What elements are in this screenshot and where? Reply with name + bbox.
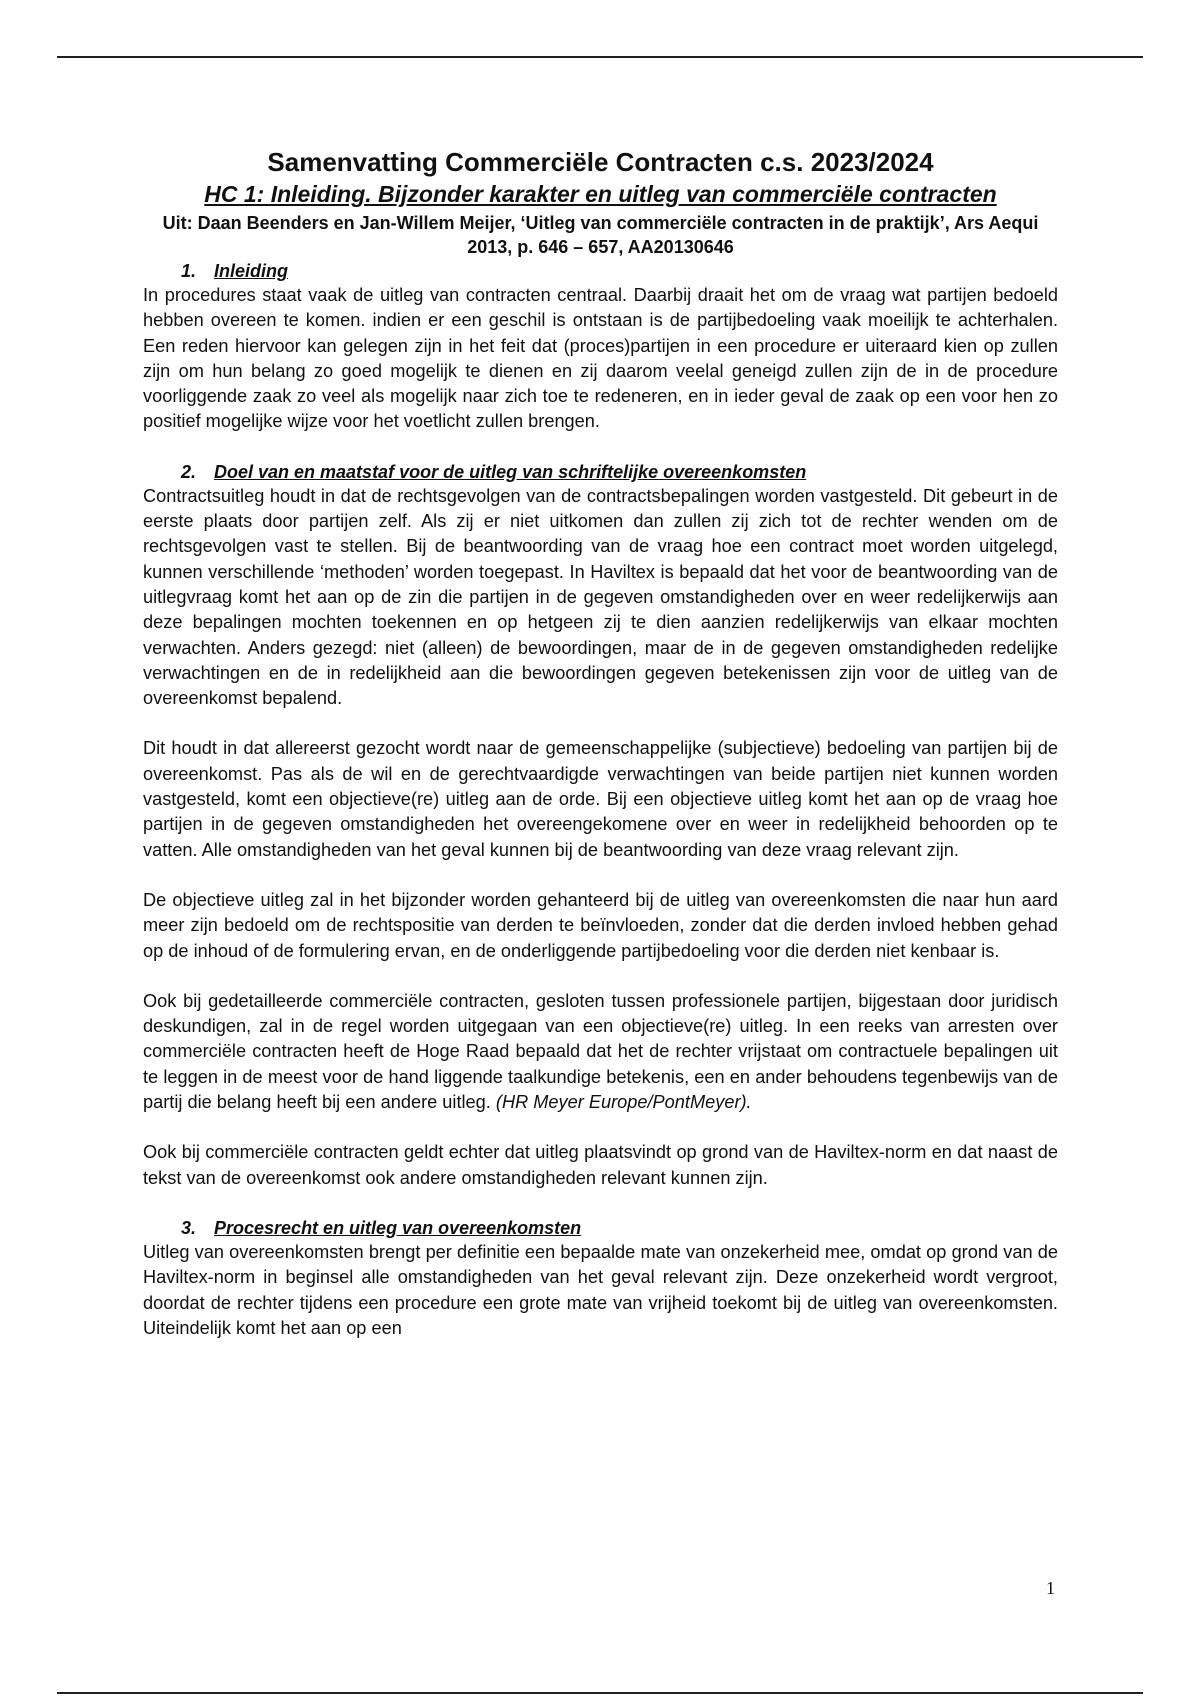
section-title: Procesrecht en uitleg van overeenkomsten xyxy=(214,1217,582,1238)
case-citation: (HR Meyer Europe/PontMeyer). xyxy=(495,1092,752,1113)
section-1-paragraph: In procedures staat vaak de uitleg van contracten centraal. Daarbij draait het om de vraag wat partijen bedoeld hebben overeen te komen. indien er een geschil is ontstaan is de partijbedoeling vaak moeilijk te achterhalen. Een reden hiervoor kan gelegen zijn in het feit dat (proces)partijen in een procedure er uiteraard kien op zullen zijn om hun belang zo goed mogelijk te dienen en zij daarom veelal geneigd zullen zijn de in de procedure voorliggende zaak zo veel als mogelijk naar zich toe te redeneren, en in ieder geval de zaak op een voor hen zo positief mogelijke wijze voor het voetlicht zullen brengen. xyxy=(143,285,1058,432)
spacer xyxy=(143,1191,1058,1216)
section-number: 2. xyxy=(181,461,197,482)
section-1-heading xyxy=(143,259,1058,283)
section-2-paragraph-2: Dit houdt in dat allereerst gezocht wordt naar de gemeenschappelijke (subjectieve) bedoeling van partijen bij de overeenkomst. Pas als de wil en de gerechtvaardigde verwachtingen van beide partijen niet kunnen worden vastgesteld, komt een objectieve(re) uitleg aan de orde. Bij een objectieve uitleg komt het aan op de vraag hoe partijen in de gegeven omstandigheden het overeengekomene over en weer in redelijkheid behoorden op te vatten. Alle omstandigheden van het geval kunnen bij de beantwoording van deze vraag relevant zijn. xyxy=(143,738,1058,860)
section-3-heading xyxy=(143,1216,1058,1240)
spacer xyxy=(143,863,1058,888)
section-title: Doel van en maatstaf voor de uitleg van schriftelijke overeenkomsten xyxy=(214,461,807,482)
paragraph-text: Ook bij gedetailleerde commerciële contracten, gesloten tussen professionele partijen, bijgestaan door juridisch deskundigen, zal in de regel worden uitgegaan van een objectieve(re) uitleg. In een reeks van arresten over commerciële contracten heeft de Hoge Raad bepaald dat het de rechter vrijstaat om contractuele bepalingen uit te leggen in de meest voor de hand liggende taalkundige betekenis, een en ander behoudens tegenbewijs van de partij die belang heeft bij een andere uitleg. xyxy=(143,990,1058,1113)
bottom-rule xyxy=(57,1692,1143,1694)
section-2-paragraph-4 xyxy=(143,989,1058,1115)
spacer xyxy=(143,1115,1058,1140)
spacer xyxy=(143,964,1058,989)
section-2-paragraph-3: De objectieve uitleg zal in het bijzonder worden gehanteerd bij de uitleg van overeenkomsten die naar hun aard meer zijn bedoeld om de rechtspositie van derden te beïnvloeden, zonder dat die derden invloed hebben gehad op de inhoud of de formulering ervan, en de onderliggende partijbedoeling voor die derden niet kenbaar is. xyxy=(143,889,1058,961)
section-2-paragraph-5: Ook bij commerciële contracten geldt echter dat uitleg plaatsvindt op grond van de Haviltex-norm en dat naast de tekst van de overeenkomst ook andere omstandigheden relevant kunnen zijn. xyxy=(143,1142,1058,1188)
document-subtitle: HC 1: Inleiding. Bijzonder karakter en uitleg van commerciële contracten xyxy=(204,181,997,207)
document-body xyxy=(143,146,1058,1341)
document-title: Samenvatting Commerciële Contracten c.s. 2023/2024 xyxy=(267,147,934,177)
page-number: 1 xyxy=(1046,1578,1055,1598)
section-number: 1. xyxy=(181,261,197,281)
section-3-paragraph: Uitleg van overeenkomsten brengt per definitie een bepaalde mate van onzekerheid mee, omdat op grond van de Haviltex-norm in beginsel alle omstandigheden van het geval relevant zijn. Deze onzekerheid wordt vergroot, doordat de rechter tijdens een procedure een grote mate van vrijheid toekomt bij de uitleg van overeenkomsten. Uiteindelijk komt het aan op een xyxy=(143,1241,1058,1338)
spacer xyxy=(143,711,1058,736)
section-2-paragraph-1: Contractsuitleg houdt in dat de rechtsgevolgen van de contractsbepalingen worden vastgesteld. Dit gebeurt in de eerste plaats door partijen zelf. Als zij er niet uitkomen dan zullen zij zich tot de rechter wenden om de rechtsgevolgen vast te stellen. Bij de beantwoording van de vraag hoe een contract moet worden uitgelegd, kunnen verschillende ‘methoden’ worden toegepast. In Haviltex is bepaald dat het voor de beantwoording van de uitlegvraag komt het aan op de zin die partijen in de gegeven omstandigheden over en weer redelijkerwijs aan deze bepalingen mochten toekennen en op hetgeen zij te dien aanzien redelijkerwijs van elkaar mochten verwachten. Anders gezegd: niet (alleen) de bewoordingen, maar de in de gegeven omstandigheden redelijke verwachtingen en de in redelijkheid aan die bewoordingen gegeven betekenissen zijn voor de uitleg van de overeenkomst bepalend. xyxy=(143,485,1058,709)
section-title: Inleiding xyxy=(214,261,288,281)
spacer xyxy=(143,435,1058,460)
section-2-heading xyxy=(143,460,1058,484)
top-rule xyxy=(57,56,1143,58)
section-number: 3. xyxy=(181,1217,197,1238)
source-citation: Uit: Daan Beenders en Jan-Willem Meijer, ‘Uitleg van commerciële contracten in de praktijk’, Ars Aequi 2013, p. 646 – 657, AA20130646 xyxy=(162,213,1039,257)
